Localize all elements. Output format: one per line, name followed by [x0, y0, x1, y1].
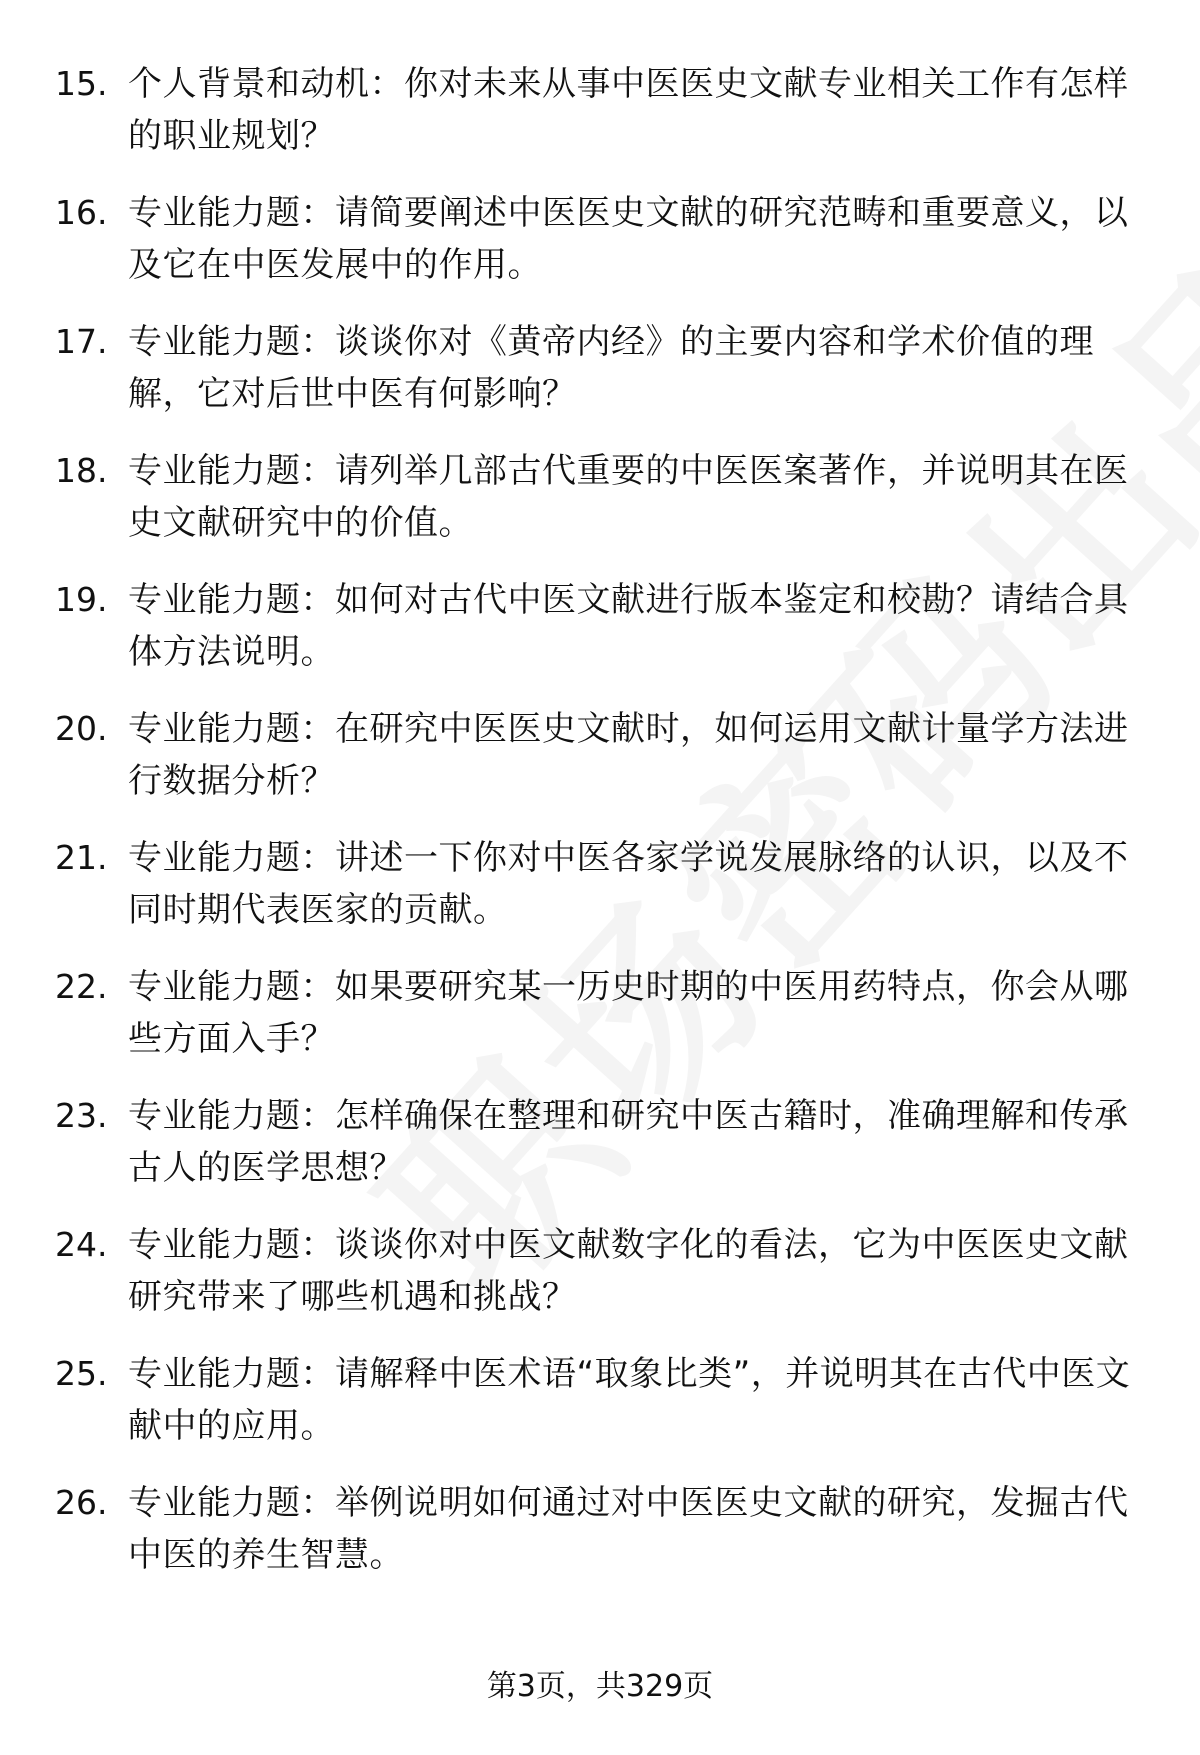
question-text: 专业能力题：请列举几部古代重要的中医医案著作，并说明其在医史文献研究中的价值。 [128, 451, 1129, 543]
question-number: 23. [55, 1096, 108, 1135]
question-item [0, 445, 1200, 574]
question-number: 20. [55, 709, 108, 748]
question-number: 21. [55, 838, 108, 877]
question-item [0, 1348, 1200, 1477]
question-number: 19. [55, 580, 108, 619]
question-text: 专业能力题：举例说明如何通过对中医医史文献的研究，发掘古代中医的养生智慧。 [128, 1483, 1129, 1575]
question-text: 个人背景和动机：你对未来从事中医医史文献专业相关工作有怎样的职业规划？ [128, 64, 1129, 156]
question-text: 专业能力题：请简要阐述中医医史文献的研究范畴和重要意义，以及它在中医发展中的作用。 [128, 193, 1129, 285]
question-number: 17. [55, 322, 108, 361]
question-item [0, 1219, 1200, 1348]
page-footer [0, 1665, 1200, 1709]
question-text: 专业能力题：如何对古代中医文献进行版本鉴定和校勘？请结合具体方法说明。 [128, 580, 1129, 672]
question-text: 专业能力题：讲述一下你对中医各家学说发展脉络的认识，以及不同时期代表医家的贡献。 [128, 838, 1129, 930]
page-number-label: 第3页，共329页 [486, 1669, 714, 1704]
question-number: 18. [55, 451, 108, 490]
question-text: 专业能力题：谈谈你对中医文献数字化的看法，它为中医医史文献研究带来了哪些机遇和挑战？ [128, 1225, 1129, 1317]
question-number: 26. [55, 1483, 108, 1522]
question-list [0, 58, 1200, 1606]
question-number: 24. [55, 1225, 108, 1264]
question-text: 专业能力题：在研究中医医史文献时，如何运用文献计量学方法进行数据分析？ [128, 709, 1129, 801]
question-text: 专业能力题：请解释中医术语“取象比类”，并说明其在古代中医文献中的应用。 [128, 1354, 1131, 1446]
question-text: 专业能力题：如果要研究某一历史时期的中医用药特点，你会从哪些方面入手？ [128, 967, 1129, 1059]
question-number: 16. [55, 193, 108, 232]
question-item [0, 316, 1200, 445]
question-item [0, 187, 1200, 316]
question-item [0, 703, 1200, 832]
question-number: 22. [55, 967, 108, 1006]
question-item [0, 832, 1200, 961]
question-item [0, 961, 1200, 1090]
question-text: 专业能力题：怎样确保在整理和研究中医古籍时，准确理解和传承古人的医学思想？ [128, 1096, 1129, 1188]
question-number: 25. [55, 1354, 108, 1393]
question-item [0, 1090, 1200, 1219]
question-item [0, 58, 1200, 187]
question-item [0, 1477, 1200, 1606]
question-item [0, 574, 1200, 703]
question-text: 专业能力题：谈谈你对《黄帝内经》的主要内容和学术价值的理解，它对后世中医有何影响？ [128, 322, 1094, 414]
question-number: 15. [55, 64, 108, 103]
